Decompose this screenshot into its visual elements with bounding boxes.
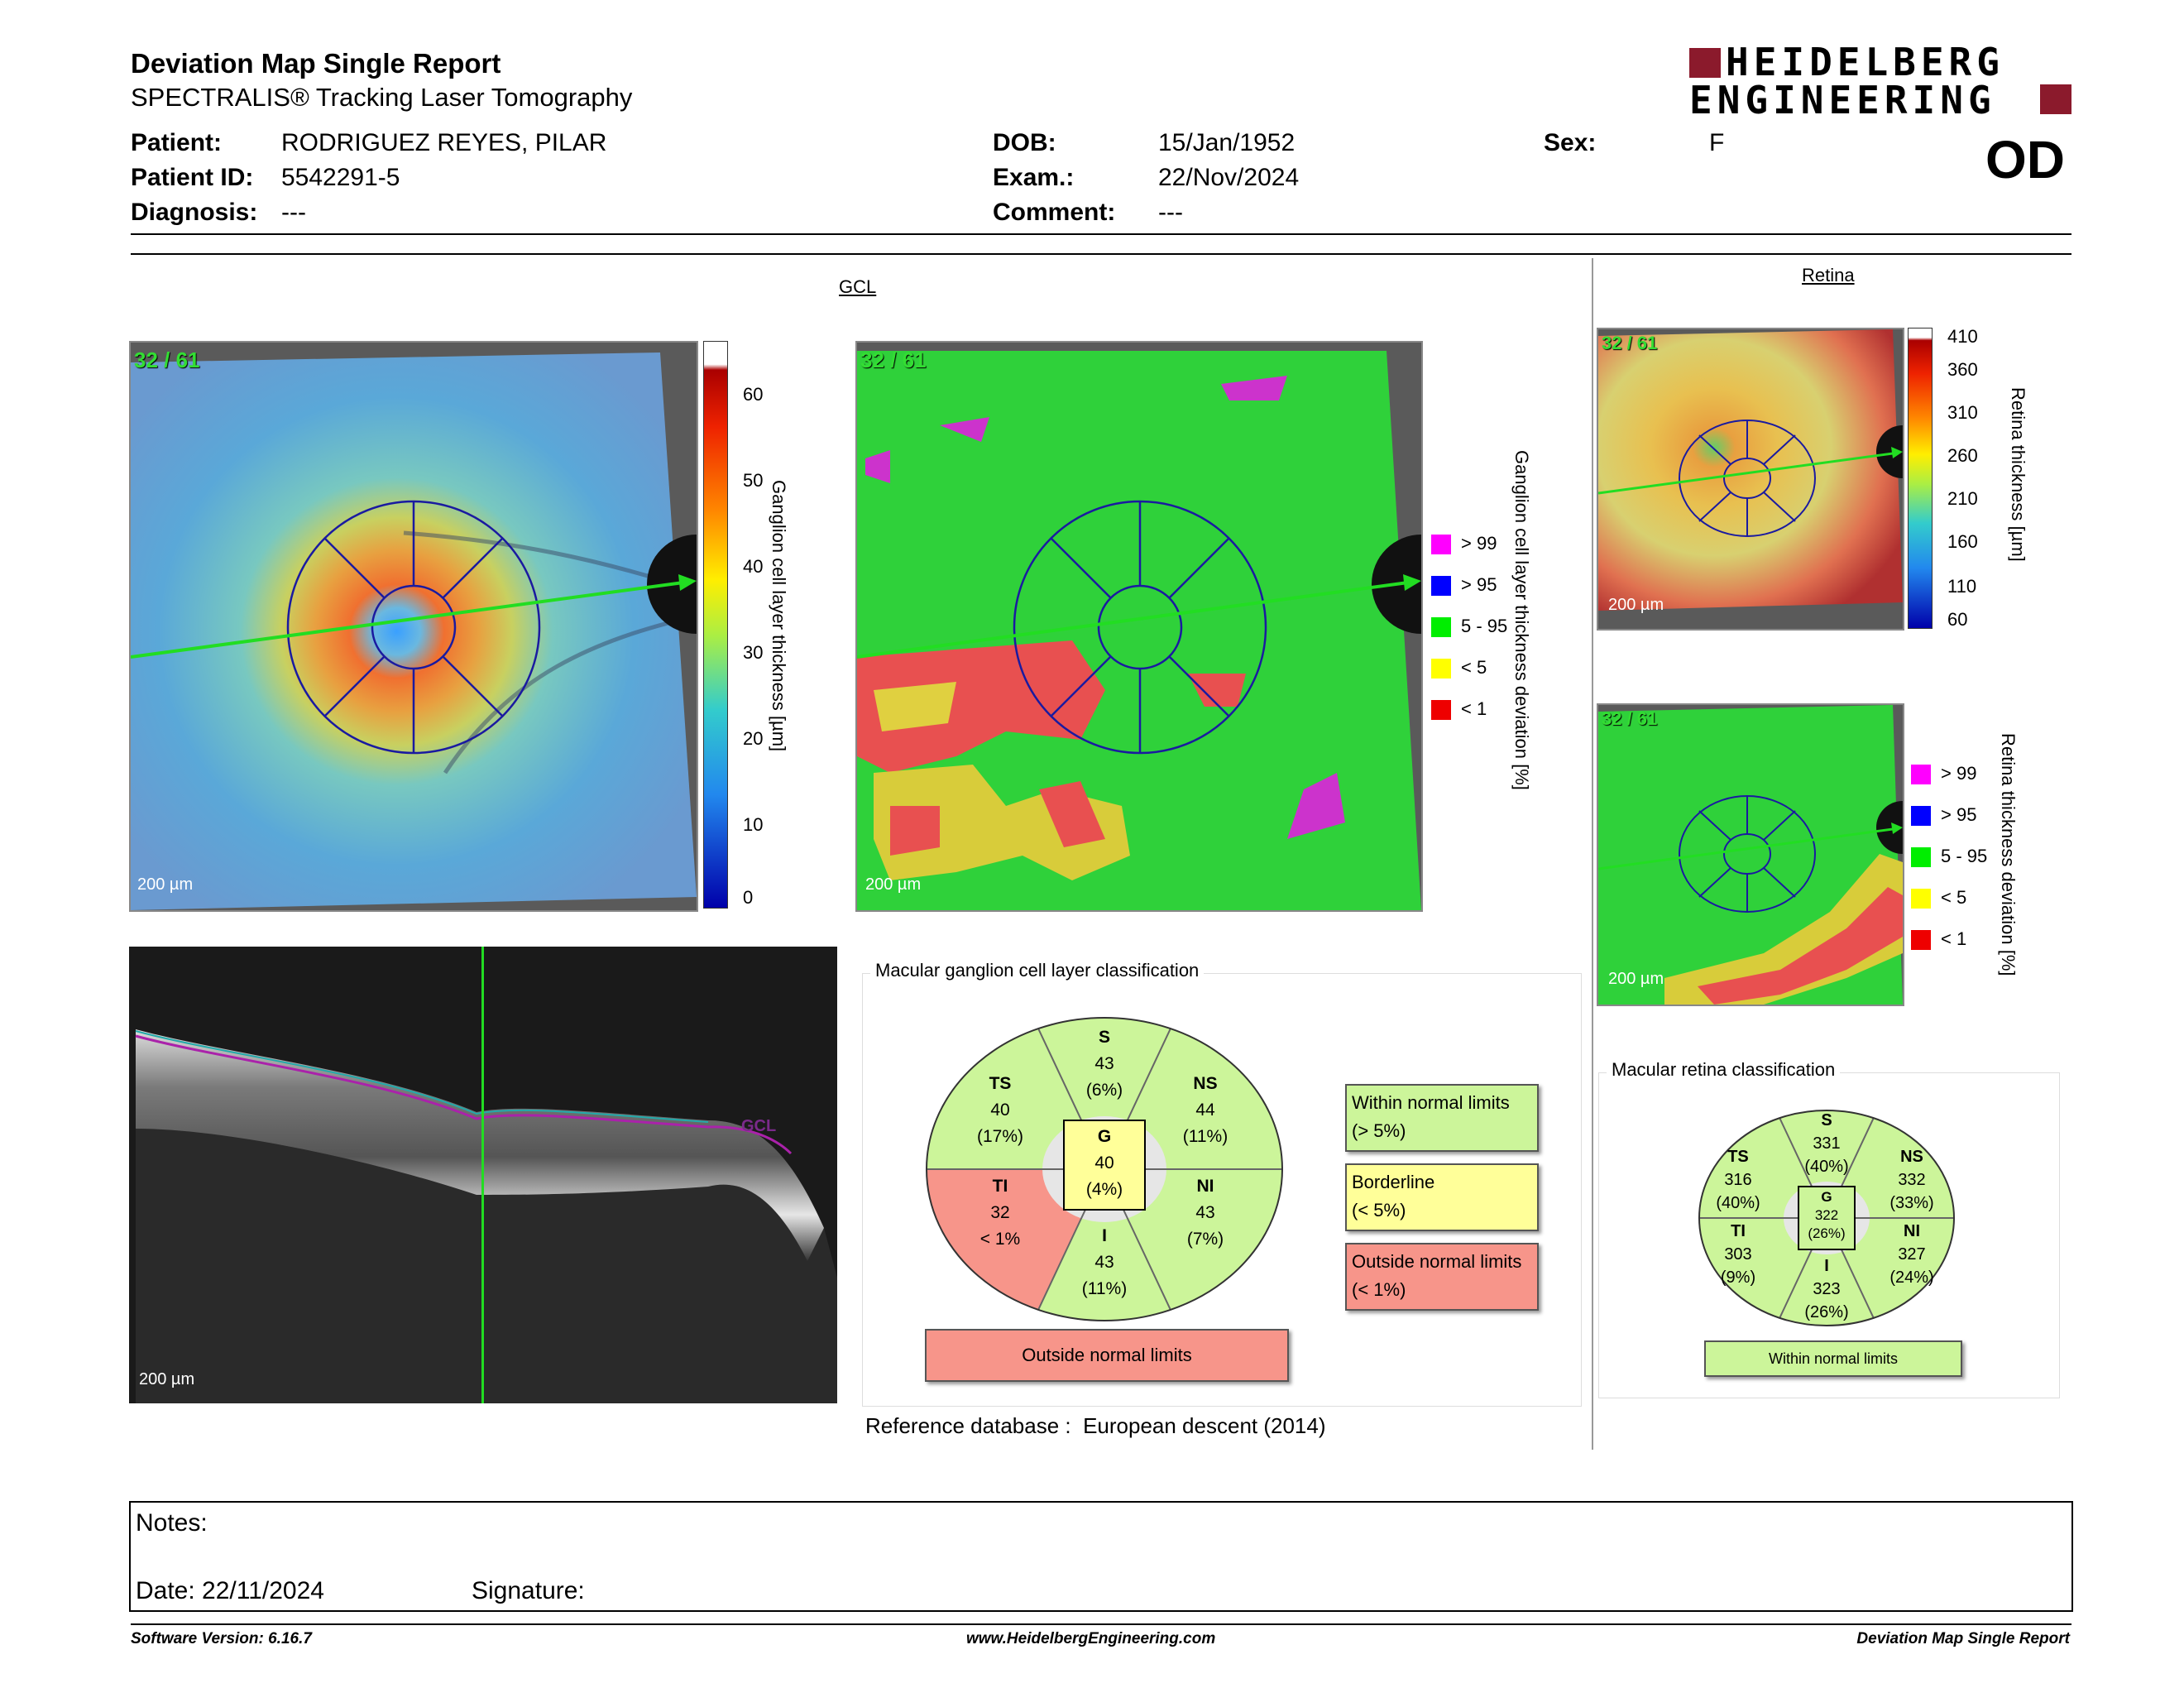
gcl-sector-ni-value: 43 (1195, 1203, 1215, 1222)
legend-outside-normal-label: Outside normal limits (1352, 1251, 1522, 1272)
gcl-tick: 60 (743, 384, 764, 405)
gcl-sector-ns-pct: (11%) (1182, 1127, 1228, 1146)
legend-borderline-label: Borderline (1352, 1172, 1435, 1192)
ret-sector-ts-name: TS (1727, 1148, 1749, 1166)
retina-thickness-map (1597, 328, 1904, 631)
retina-tick: 110 (1947, 576, 1977, 597)
gcl-deviation-map (855, 341, 1423, 912)
gcl-sector-ni-name: NI (1196, 1177, 1214, 1196)
retina-classification-result: Within normal limits (1704, 1340, 1962, 1377)
retina-tick: 310 (1947, 402, 1978, 423)
ret-sector-i-value: 323 (1813, 1280, 1841, 1298)
gcl-sector-ts-value: 40 (990, 1101, 1010, 1120)
legend-swatch (1431, 700, 1451, 720)
legend-within-normal-range: (> 5%) (1352, 1120, 1406, 1141)
legend-outside-normal (1345, 1243, 1539, 1311)
retina-tick: 160 (1947, 531, 1978, 552)
retina-scale-label: 200 µm (1608, 596, 1664, 614)
comment-label: Comment: (993, 199, 1116, 226)
retina-classification-title: Macular retina classification (1607, 1059, 1840, 1081)
legend-swatch (1431, 576, 1451, 596)
retina-deviation-fraction: 32 / 61 (1602, 708, 1658, 729)
bscan-position-line (481, 947, 484, 1403)
retina-tick: 210 (1947, 488, 1978, 509)
legend-label: 5 - 95 (1461, 616, 1508, 636)
legend-outside-normal-range: (< 1%) (1352, 1279, 1406, 1300)
dob-label: DOB: (993, 129, 1056, 156)
gcl-sector-ti-name: TI (992, 1177, 1008, 1196)
gcl-tick: 20 (743, 728, 764, 749)
eye-label: OD (1985, 130, 2065, 189)
header-divider (131, 253, 2071, 255)
gcl-sector-ts-pct: (17%) (976, 1127, 1024, 1146)
gcl-classification-title: Macular ganglion cell layer classification (870, 960, 1204, 981)
notes-label: Notes: (136, 1509, 208, 1537)
gcl-fraction: 32 / 61 (134, 348, 200, 372)
gcl-sector-labels (925, 1016, 1284, 1322)
patient-label: Patient: (131, 129, 223, 156)
retina-thickness-colorbar (1908, 328, 1933, 629)
legend-swatch (1911, 930, 1931, 950)
ret-sector-ni-name: NI (1904, 1222, 1920, 1240)
gcl-deviation-axis-label: Ganglion cell layer thickness deviation [%] (1511, 450, 1532, 790)
brand-line-2: ENGINEERING (1689, 78, 1996, 122)
legend-swatch (1911, 889, 1931, 909)
retina-deviation-axis-label: Retina thickness deviation [%] (1998, 733, 2019, 976)
legend-swatch (1431, 659, 1451, 679)
gcl-sector-i-pct: (11%) (1081, 1279, 1128, 1298)
patient-id: 5542291-5 (281, 164, 400, 191)
retina-tick: 60 (1947, 609, 1968, 630)
gcl-sector-s-pct: (6%) (1085, 1081, 1123, 1100)
ret-sector-g-pct: (26%) (1808, 1225, 1846, 1241)
gcl-thickness-axis-label: Ganglion cell layer thickness [µm] (769, 480, 789, 752)
gcl-sector-ti-pct: < 1% (979, 1230, 1021, 1249)
brand-line-1: HEIDELBERG (1726, 40, 2004, 84)
legend-label: > 99 (1941, 763, 1977, 784)
gcl-thickness-colorbar (703, 341, 728, 909)
gcl-sector-ts-name: TS (989, 1074, 1012, 1093)
ret-sector-ni-value: 327 (1898, 1245, 1926, 1264)
ret-sector-s-name: S (1821, 1111, 1832, 1129)
retina-tick: 410 (1947, 326, 1978, 347)
reference-database (865, 1413, 1326, 1439)
gcl-sector-ns-name: NS (1193, 1074, 1218, 1093)
ret-sector-ns-pct: (33%) (1889, 1194, 1934, 1212)
diagnosis-label: Diagnosis: (131, 199, 258, 226)
notes-date: Date: 22/11/2024 (136, 1577, 324, 1604)
gcl-thickness-map (129, 341, 698, 912)
ret-sector-g-name: G (1821, 1189, 1832, 1205)
ret-sector-i-pct: (26%) (1804, 1303, 1849, 1321)
ret-sector-ts-pct: (40%) (1716, 1194, 1760, 1212)
ret-sector-ti-value: 303 (1724, 1245, 1752, 1264)
brand-logo (1689, 40, 2071, 122)
legend-borderline-range: (< 5%) (1352, 1200, 1406, 1220)
gcl-tick: 30 (743, 642, 764, 663)
ret-sector-ti-pct: (9%) (1720, 1268, 1756, 1287)
gcl-tick: 10 (743, 814, 764, 835)
legend-label: < 1 (1941, 928, 1967, 949)
gcl-sector-ti-value: 32 (990, 1203, 1010, 1222)
legend-label: > 99 (1461, 533, 1497, 554)
report-title: Deviation Map Single Report (131, 48, 501, 79)
dob: 15/Jan/1952 (1158, 129, 1296, 156)
gcl-tick: 50 (743, 470, 764, 491)
retina-tick: 260 (1947, 445, 1978, 466)
gcl-tick: 0 (743, 887, 754, 908)
comment: --- (1158, 199, 1183, 226)
ret-sector-ti-name: TI (1731, 1222, 1746, 1240)
ret-sector-ts-value: 316 (1724, 1171, 1752, 1189)
exam-label: Exam.: (993, 164, 1075, 191)
ret-sector-ni-pct: (24%) (1889, 1268, 1934, 1287)
legend-label: > 95 (1461, 574, 1497, 595)
gcl-section-label: GCL (839, 276, 877, 297)
footer-divider (131, 1623, 2071, 1625)
reference-database-label: Reference database : (865, 1413, 1071, 1438)
patient-name: RODRIGUEZ REYES, PILAR (281, 129, 607, 156)
bscan-scale-label: 200 µm (139, 1370, 195, 1388)
legend-borderline (1345, 1163, 1539, 1231)
reference-database-value: European descent (2014) (1083, 1413, 1326, 1438)
gcl-tick: 40 (743, 556, 764, 577)
ret-sector-g-value: 322 (1814, 1207, 1839, 1223)
gcl-sector-g-value: 40 (1094, 1153, 1114, 1172)
retina-tick: 360 (1947, 359, 1978, 380)
legend-swatch (1911, 847, 1931, 867)
gcl-deviation-fraction: 32 / 61 (860, 348, 927, 372)
gcl-sector-ni-pct: (7%) (1186, 1230, 1224, 1249)
retina-section-label: Retina (1802, 265, 1855, 285)
legend-swatch (1911, 765, 1931, 784)
ret-sector-s-pct: (40%) (1804, 1158, 1849, 1176)
gcl-sector-i-value: 43 (1094, 1253, 1114, 1272)
legend-label: > 95 (1941, 804, 1977, 825)
ret-sector-i-name: I (1824, 1257, 1829, 1275)
gcl-sector-s-value: 43 (1094, 1054, 1114, 1073)
report-subtitle: SPECTRALIS® Tracking Laser Tomography (131, 83, 633, 112)
notes-signature-label: Signature: (472, 1577, 585, 1604)
legend-swatch (1431, 617, 1451, 637)
exam-date: 22/Nov/2024 (1158, 164, 1300, 191)
gcl-scale-label: 200 µm (137, 875, 194, 894)
legend-label: < 1 (1461, 698, 1487, 719)
legend-within-normal-label: Within normal limits (1352, 1092, 1510, 1113)
ret-sector-ns-value: 332 (1898, 1171, 1926, 1189)
retina-fraction: 32 / 61 (1602, 333, 1658, 353)
retina-deviation-map (1597, 703, 1904, 1006)
retina-deviation-scale-label: 200 µm (1608, 970, 1664, 988)
footer-report-name: Deviation Map Single Report (1856, 1630, 2070, 1647)
gcl-deviation-scale-label: 200 µm (865, 875, 922, 894)
patient-id-label: Patient ID: (131, 164, 254, 191)
diagnosis: --- (281, 199, 306, 226)
legend-label: 5 - 95 (1941, 846, 1988, 866)
retina-thickness-axis-label: Retina thickness [µm] (2008, 387, 2028, 562)
sex: F (1709, 129, 1725, 156)
footer-url[interactable]: www.HeidelbergEngineering.com (966, 1630, 1216, 1647)
ret-sector-s-value: 331 (1813, 1134, 1841, 1153)
legend-swatch (1911, 806, 1931, 826)
section-divider (1592, 258, 1593, 1450)
notes-box[interactable] (129, 1501, 2073, 1612)
ret-sector-ns-name: NS (1900, 1148, 1923, 1166)
gcl-sector-g-name: G (1097, 1127, 1112, 1146)
gcl-sector-ns-value: 44 (1195, 1101, 1215, 1120)
gcl-sector-g-pct: (4%) (1085, 1180, 1123, 1199)
gcl-sector-i-name: I (1102, 1226, 1107, 1245)
footer-version: Software Version: 6.16.7 (131, 1630, 312, 1647)
gcl-classification-result: Outside normal limits (925, 1329, 1289, 1382)
legend-within-normal (1345, 1084, 1539, 1152)
header-divider (131, 233, 2071, 235)
legend-swatch (1431, 535, 1451, 554)
retina-sector-labels (1698, 1109, 1956, 1327)
sex-label: Sex: (1544, 129, 1597, 156)
gcl-sector-s-name: S (1098, 1028, 1110, 1047)
legend-label: < 5 (1461, 657, 1487, 678)
bscan-layer-label: GCL (741, 1117, 777, 1135)
legend-label: < 5 (1941, 887, 1967, 908)
